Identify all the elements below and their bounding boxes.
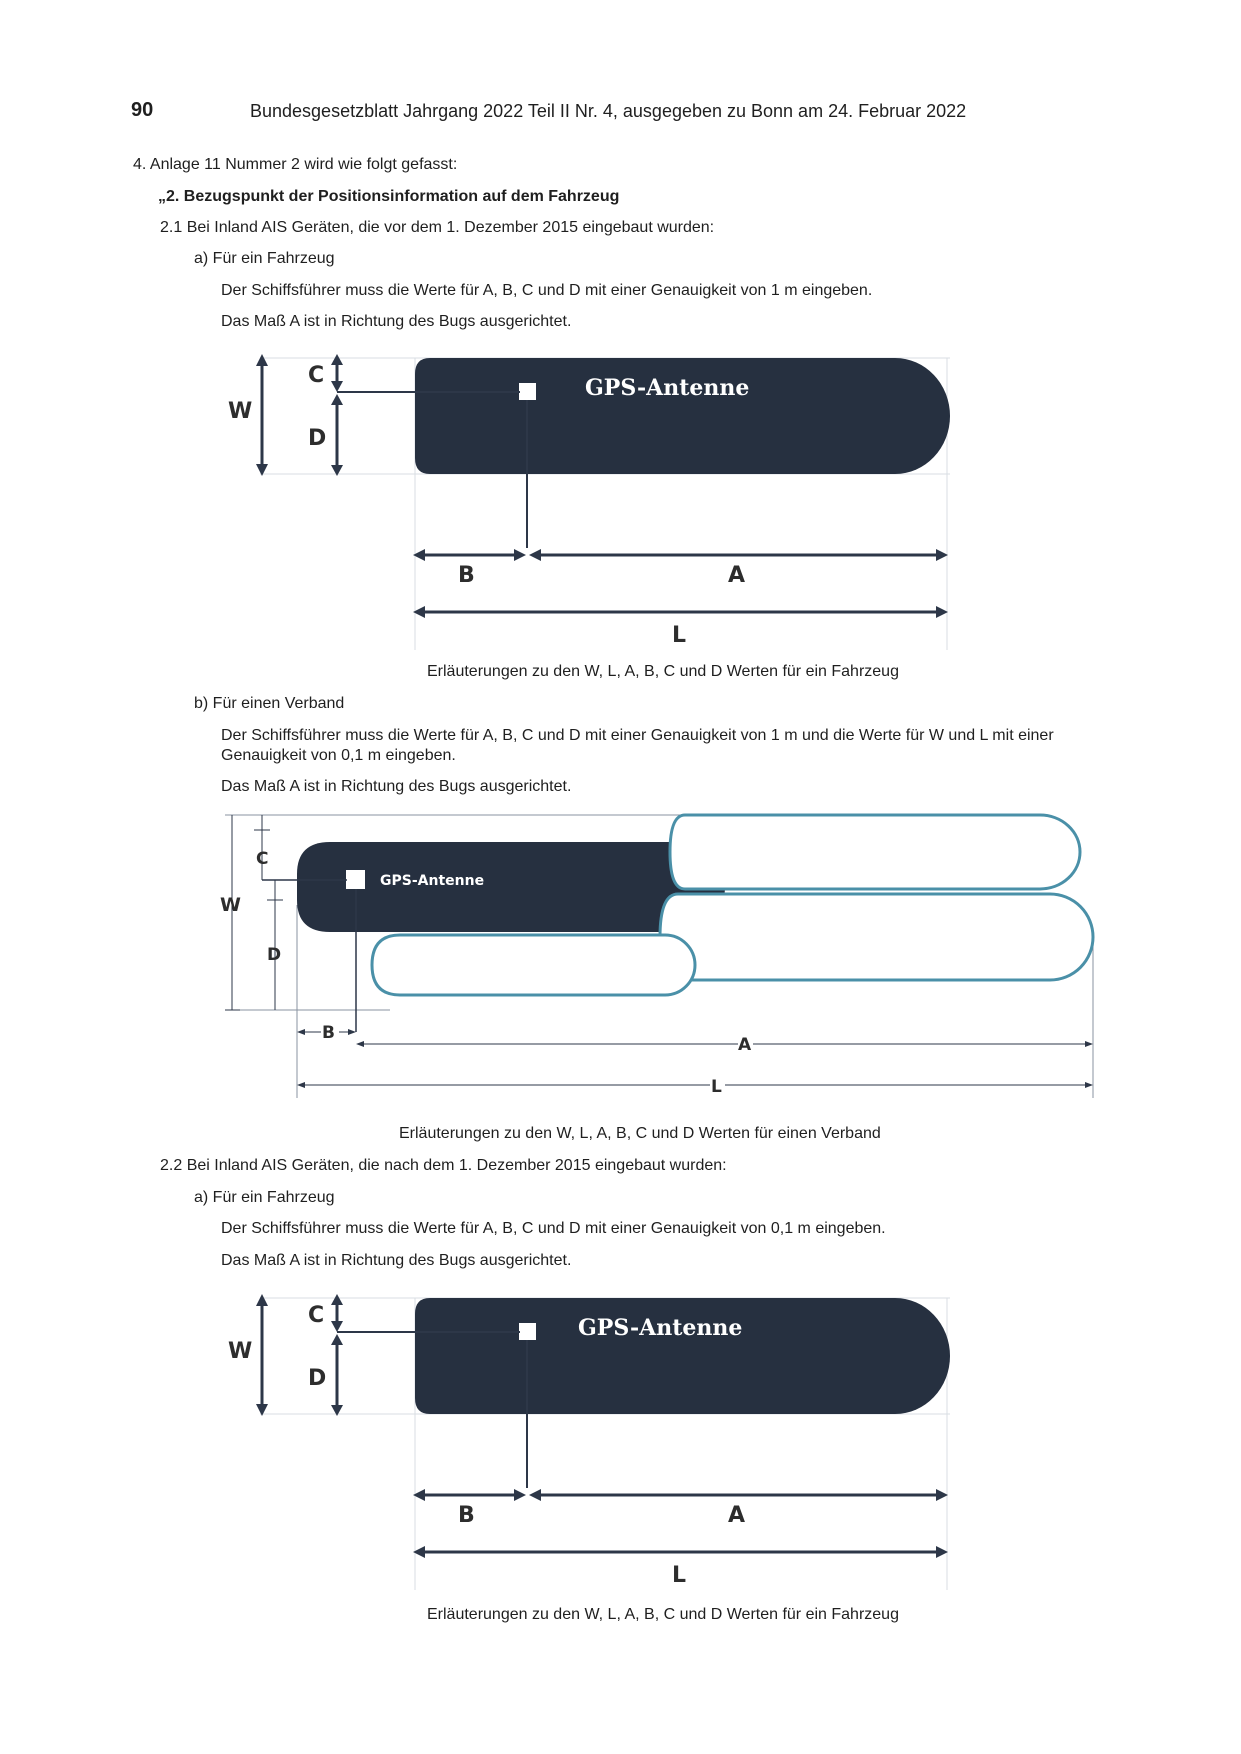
a-dimension [529, 549, 948, 561]
c-label: C [308, 363, 325, 388]
figure-convoy-dimensions [220, 810, 1100, 1100]
paragraph-2-2-a-1: Der Schiffsführer muss die Werte für A, B, C und D mit einer Genauigkeit von 0,1 m eingeben. [221, 1220, 886, 1237]
item-2-2-a: a) Für ein Fahrzeug [194, 1189, 335, 1206]
l-dimension [413, 1546, 948, 1558]
d-dimension [331, 394, 343, 476]
w-label: W [228, 1339, 253, 1364]
l-label: L [672, 623, 687, 648]
w-dimension [256, 354, 268, 476]
opening-quote: „ [158, 188, 166, 205]
subsection-2-1: 2.1 Bei Inland AIS Geräten, die vor dem 1. Dezember 2015 eingebaut wurden: [160, 219, 715, 236]
caption-figure-1: Erläuterungen zu den W, L, A, B, C und D Werten für ein Fahrzeug [427, 663, 899, 680]
barge-top-right [670, 815, 1080, 889]
b-dimension [413, 549, 526, 561]
l-dimension [413, 606, 948, 618]
paragraph-2-1-b-2: Das Maß A ist in Richtung des Bugs ausgerichtet. [221, 778, 572, 795]
gps-antenna-marker [346, 870, 365, 889]
a-dimension [529, 1489, 948, 1501]
item-2-1-a: a) Für ein Fahrzeug [194, 250, 335, 267]
gps-antenna-label: GPS-Antenne [380, 873, 485, 889]
d-dimension [331, 1334, 343, 1416]
l-label: L [672, 1563, 687, 1588]
gps-antenna-label: GPS-Antenne [585, 375, 750, 401]
d-label: D [308, 1366, 327, 1391]
w-dimension [256, 1294, 268, 1416]
a-label: A [728, 563, 746, 588]
l-dimension [297, 1082, 1093, 1088]
b-label: B [322, 1023, 335, 1043]
caption-figure-3: Erläuterungen zu den W, L, A, B, C und D Werten für ein Fahrzeug [427, 1606, 899, 1623]
figure-vessel-dimensions-1 [220, 350, 980, 650]
paragraph-2-1-b-1-line1: Der Schiffsführer muss die Werte für A, B, C und D mit einer Genauigkeit von 1 m und die Werte für W und L mit einer [221, 727, 1054, 744]
w-label: W [220, 894, 241, 916]
item-2-1-b: b) Für einen Verband [194, 695, 345, 712]
c-dimension [331, 354, 343, 392]
gps-antenna-marker [519, 383, 536, 400]
paragraph-2-2-a-2: Das Maß A ist in Richtung des Bugs ausgerichtet. [221, 1252, 572, 1269]
b-label: B [458, 563, 475, 588]
b-dimension [413, 1489, 526, 1501]
d-label: D [267, 945, 282, 965]
section-heading-text: 2. Bezugspunkt der Positionsinformation auf dem Fahrzeug [166, 188, 620, 205]
c-label: C [308, 1303, 325, 1328]
paragraph-2-1-a-2: Das Maß A ist in Richtung des Bugs ausgerichtet. [221, 313, 572, 330]
a-label: A [728, 1503, 746, 1528]
gps-antenna-label: GPS-Antenne [578, 1315, 743, 1341]
gps-antenna-marker [519, 1323, 536, 1340]
c-dimension [254, 815, 270, 880]
c-label: C [256, 849, 269, 869]
d-label: D [308, 426, 327, 451]
item-4: 4. Anlage 11 Nummer 2 wird wie folgt gefasst: [133, 156, 458, 173]
page-header-title: Bundesgesetzblatt Jahrgang 2022 Teil II Nr. 4, ausgegeben zu Bonn am 24. Februar 2022 [250, 101, 967, 121]
caption-figure-2: Erläuterungen zu den W, L, A, B, C und D Werten für einen Verband [399, 1125, 881, 1142]
b-label: B [458, 1503, 475, 1528]
section-heading [158, 187, 619, 207]
l-label: L [711, 1077, 722, 1097]
paragraph-2-1-b-1-line2: Genauigkeit von 0,1 m eingeben. [221, 747, 456, 764]
w-label: W [228, 399, 253, 424]
a-label: A [738, 1035, 752, 1055]
subsection-2-2: 2.2 Bei Inland AIS Geräten, die nach dem 1. Dezember 2015 eingebaut wurden: [160, 1157, 727, 1174]
page-number: 90 [131, 99, 154, 121]
c-dimension [331, 1294, 343, 1332]
barge-middle-right [660, 894, 1093, 980]
paragraph-2-1-a-1: Der Schiffsführer muss die Werte für A, B, C und D mit einer Genauigkeit von 1 m eingeben. [221, 282, 873, 299]
a-dimension [356, 1041, 1093, 1047]
figure-vessel-dimensions-2 [220, 1290, 980, 1590]
barge-bottom-left [372, 935, 695, 995]
